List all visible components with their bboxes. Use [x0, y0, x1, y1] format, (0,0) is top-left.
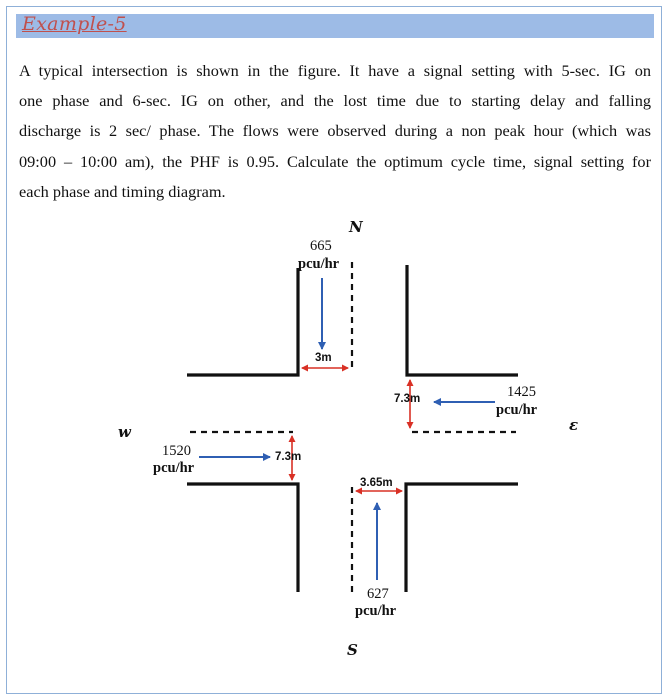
- west-flow-unit: pcu/hr: [153, 460, 195, 476]
- east-flow-value: 1425: [507, 384, 536, 400]
- dimension-arrows: [292, 368, 410, 491]
- west-width-label: 7.3m: [275, 451, 302, 463]
- north-flow-unit: pcu/hr: [298, 256, 340, 272]
- flow-arrows: [199, 278, 495, 580]
- paragraph-line: each phase and timing diagram.: [19, 181, 226, 201]
- north-flow-value: 665: [310, 238, 332, 254]
- east-label: ε: [569, 416, 579, 434]
- south-width-label: 3.65m: [360, 477, 393, 489]
- south-flow-value: 627: [367, 586, 389, 602]
- center-lines: [190, 262, 516, 596]
- north-label: N: [349, 218, 363, 236]
- west-flow-value: 1520: [162, 443, 191, 459]
- north-width-label: 3m: [315, 352, 332, 364]
- paragraph-line: discharge is 2 sec/ phase. The flows were observed during a non peak hour (which was: [19, 121, 651, 141]
- ne-corner: [407, 265, 518, 375]
- paragraph-line: 09:00 – 10:00 am), the PHF is 0.95. Calculate the optimum cycle time, signal setting for: [19, 151, 651, 171]
- paragraph-line: A typical intersection is shown in the figure. It have a signal setting with 5-sec. IG on: [19, 61, 651, 80]
- nw-corner: [187, 268, 298, 375]
- paragraph-line: one phase and 6-sec. IG on other, and the lost time due to starting delay and falling: [19, 91, 651, 111]
- se-corner: [406, 484, 518, 592]
- east-flow-unit: pcu/hr: [496, 402, 538, 418]
- west-label: w: [118, 423, 131, 441]
- example-title: Example-5: [22, 13, 127, 35]
- south-flow-unit: pcu/hr: [355, 603, 397, 619]
- sw-corner: [187, 484, 298, 592]
- east-width-label: 7.3m: [394, 393, 421, 405]
- south-label: S: [347, 641, 358, 659]
